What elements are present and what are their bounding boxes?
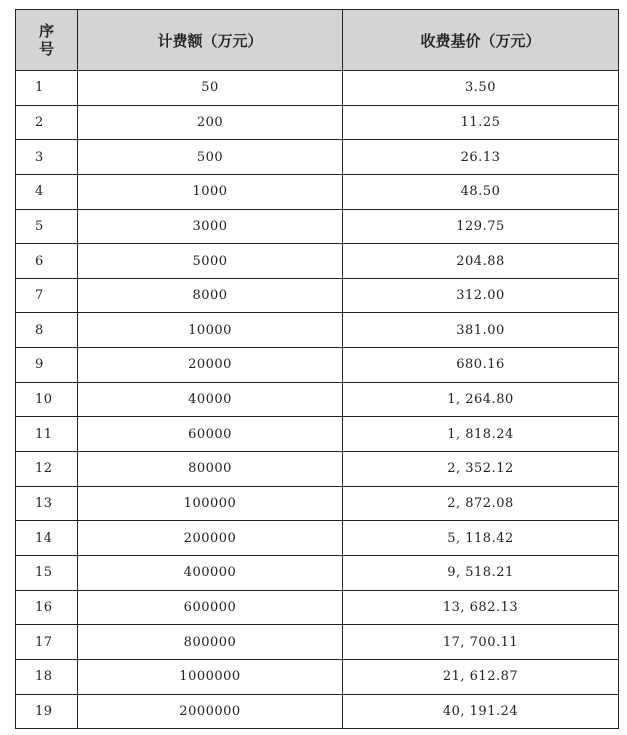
base-price-cell: 13, 682.13 xyxy=(343,590,619,625)
serial-cell: 5 xyxy=(16,209,78,244)
table-row xyxy=(16,382,619,417)
header-serial-line1: 序 xyxy=(38,22,54,40)
billing-amount-cell: 2000000 xyxy=(78,694,343,729)
serial-cell: 9 xyxy=(16,348,78,383)
billing-amount-cell: 600000 xyxy=(78,590,343,625)
serial-cell: 10 xyxy=(16,382,78,417)
base-price-cell: 26.13 xyxy=(343,140,619,175)
billing-amount-cell: 3000 xyxy=(78,209,343,244)
base-price-cell: 680.16 xyxy=(343,348,619,383)
serial-cell: 13 xyxy=(16,486,78,521)
table-row xyxy=(16,278,619,313)
base-price-cell: 1, 264.80 xyxy=(343,382,619,417)
base-price-cell: 129.75 xyxy=(343,209,619,244)
billing-amount-cell: 800000 xyxy=(78,625,343,660)
base-price-cell: 9, 518.21 xyxy=(343,555,619,590)
serial-cell: 7 xyxy=(16,278,78,313)
serial-cell: 17 xyxy=(16,625,78,660)
table-body xyxy=(16,71,619,729)
base-price-cell: 11.25 xyxy=(343,105,619,140)
billing-amount-cell: 200000 xyxy=(78,521,343,556)
table-row xyxy=(16,625,619,660)
billing-amount-cell: 50 xyxy=(78,71,343,106)
table-row xyxy=(16,244,619,279)
table-row xyxy=(16,71,619,106)
serial-cell: 6 xyxy=(16,244,78,279)
table-row xyxy=(16,140,619,175)
serial-cell: 1 xyxy=(16,71,78,106)
billing-amount-cell: 500 xyxy=(78,140,343,175)
table-row xyxy=(16,590,619,625)
serial-cell: 18 xyxy=(16,659,78,694)
table-row xyxy=(16,209,619,244)
billing-amount-cell: 40000 xyxy=(78,382,343,417)
base-price-cell: 2, 352.12 xyxy=(343,452,619,487)
billing-amount-cell: 100000 xyxy=(78,486,343,521)
serial-cell: 19 xyxy=(16,694,78,729)
header-serial-line2: 号 xyxy=(38,40,54,58)
base-price-cell: 3.50 xyxy=(343,71,619,106)
table-row xyxy=(16,417,619,452)
fee-table xyxy=(15,9,619,729)
serial-cell: 11 xyxy=(16,417,78,452)
serial-cell: 12 xyxy=(16,452,78,487)
serial-cell: 14 xyxy=(16,521,78,556)
billing-amount-cell: 60000 xyxy=(78,417,343,452)
table-row xyxy=(16,486,619,521)
table-row xyxy=(16,659,619,694)
billing-amount-cell: 10000 xyxy=(78,313,343,348)
base-price-cell: 1, 818.24 xyxy=(343,417,619,452)
base-price-cell: 312.00 xyxy=(343,278,619,313)
table-row xyxy=(16,452,619,487)
billing-amount-cell: 400000 xyxy=(78,555,343,590)
table-row xyxy=(16,694,619,729)
billing-amount-cell: 8000 xyxy=(78,278,343,313)
table-row xyxy=(16,521,619,556)
base-price-cell: 48.50 xyxy=(343,174,619,209)
billing-amount-cell: 200 xyxy=(78,105,343,140)
base-price-cell: 5, 118.42 xyxy=(343,521,619,556)
serial-cell: 2 xyxy=(16,105,78,140)
billing-amount-cell: 1000 xyxy=(78,174,343,209)
serial-cell: 15 xyxy=(16,555,78,590)
header-base-price: 收费基价（万元） xyxy=(343,10,619,71)
header-row xyxy=(16,10,619,71)
base-price-cell: 40, 191.24 xyxy=(343,694,619,729)
table-row xyxy=(16,105,619,140)
table-row xyxy=(16,348,619,383)
billing-amount-cell: 80000 xyxy=(78,452,343,487)
serial-cell: 4 xyxy=(16,174,78,209)
base-price-cell: 2, 872.08 xyxy=(343,486,619,521)
table-row xyxy=(16,555,619,590)
billing-amount-cell: 5000 xyxy=(78,244,343,279)
header-serial-number xyxy=(16,10,78,71)
base-price-cell: 17, 700.11 xyxy=(343,625,619,660)
billing-amount-cell: 20000 xyxy=(78,348,343,383)
serial-cell: 8 xyxy=(16,313,78,348)
serial-cell: 3 xyxy=(16,140,78,175)
serial-cell: 16 xyxy=(16,590,78,625)
base-price-cell: 21, 612.87 xyxy=(343,659,619,694)
billing-amount-cell: 1000000 xyxy=(78,659,343,694)
table-row xyxy=(16,174,619,209)
base-price-cell: 381.00 xyxy=(343,313,619,348)
base-price-cell: 204.88 xyxy=(343,244,619,279)
header-billing-amount: 计费额（万元） xyxy=(78,10,343,71)
table-row xyxy=(16,313,619,348)
